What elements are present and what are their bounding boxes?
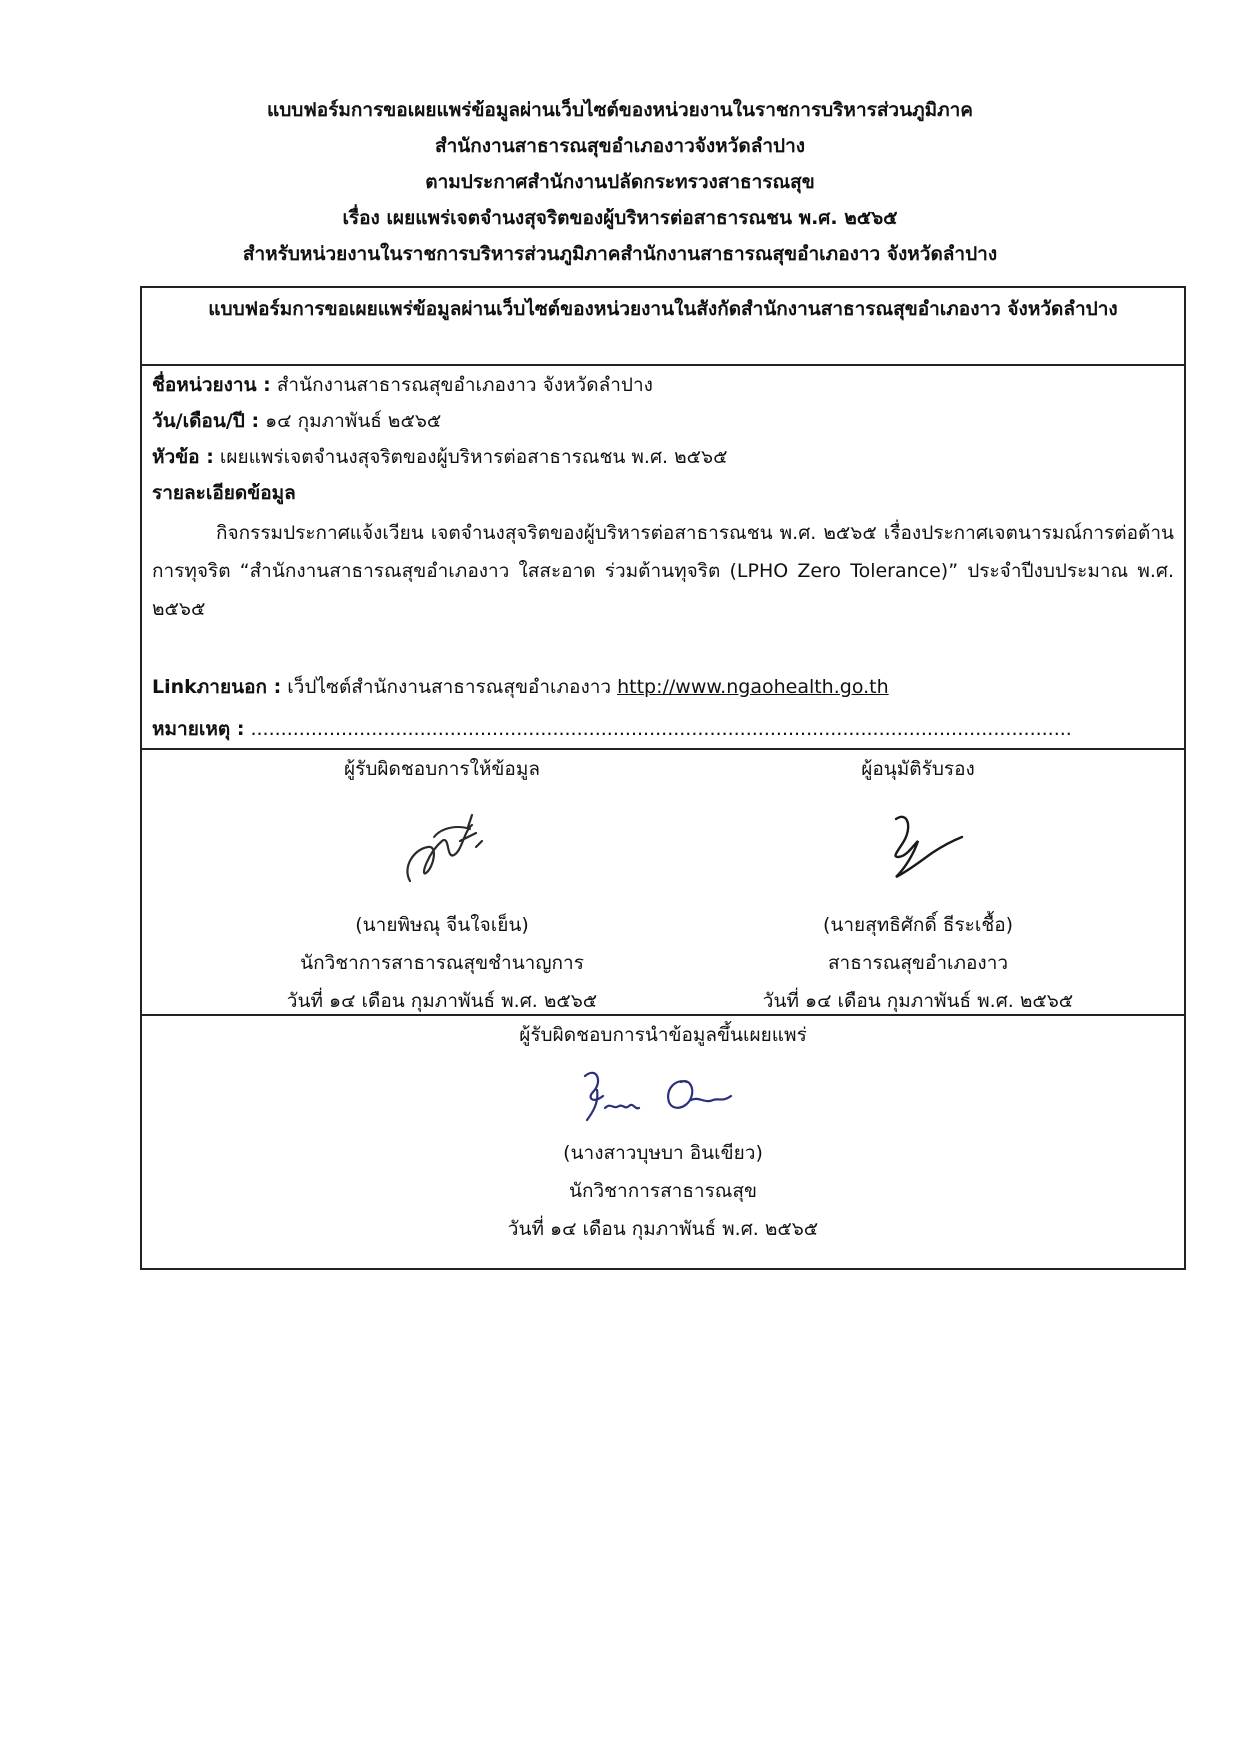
link-label: Linkภายนอก : (152, 676, 282, 698)
agency-value: สำนักงานสาธารณสุขอำเภองาว จังหวัดลำปาง (270, 374, 653, 396)
publisher-date: วันที่ ๑๔ เดือน กุมภาพันธ์ พ.ศ. ๒๕๖๕ (507, 1218, 819, 1240)
agency-label: ชื่อหน่วยงาน : (152, 374, 271, 396)
note-label: หมายเหตุ : (152, 718, 245, 740)
signature-right (708, 750, 1128, 1020)
right-date: วันที่ ๑๔ เดือน กุมภาพันธ์ พ.ศ. ๒๕๖๕ (762, 990, 1074, 1012)
form-title: แบบฟอร์มการขอเผยแพร่ข้อมูลผ่านเว็บไซต์ของหน่วยงานในสังกัดสำนักงานสาธารณสุขอำเภองาว จังหวัดลำปาง (208, 298, 1118, 320)
details-text: กิจกรรมประกาศแจ้งเวียน เจตจำนงสุจริตของผู้บริหารต่อสาธารณชน พ.ศ. ๒๕๖๕ เรื่องประกาศเจตนารมณ์การต่อต้านการทุจริต “สำนักงานสาธารณสุขอำเภองาว ใสสะอาด ร่วมต้านทุจริต (LPHO Zero Tolerance)” ประจำปีงบประมาณ พ.ศ. ๒๕๖๕ (152, 522, 1174, 620)
details-row (152, 476, 1174, 510)
note-value: ........................................................................................................................................ (244, 718, 1072, 740)
left-heading: ผู้รับผิดชอบการให้ข้อมูล (344, 758, 540, 780)
publisher-section (142, 1014, 1184, 1270)
left-date: วันที่ ๑๔ เดือน กุมภาพันธ์ พ.ศ. ๒๕๖๕ (286, 990, 598, 1012)
topic-label: หัวข้อ : (152, 446, 214, 468)
date-value: ๑๔ กุมภาพันธ์ ๒๕๖๕ (259, 410, 442, 432)
publisher-name: (นางสาวบุษบา อินเขียว) (563, 1142, 763, 1164)
publisher-heading: ผู้รับผิดชอบการนำข้อมูลขึ้นเผยแพร่ (519, 1024, 807, 1046)
right-position: สาธารณสุขอำเภองาว (827, 952, 1009, 974)
request-form (140, 286, 1186, 1270)
signature-left (232, 750, 652, 1020)
right-name: (นายสุทธิศักดิ์ ธีระเชื้อ) (822, 914, 1014, 936)
header-line-4: เรื่อง เผยแพร่เจตจำนงสุจริตของผู้บริหารต่อสาธารณชน พ.ศ. ๒๕๖๕ (342, 207, 898, 229)
signature-image-right (708, 788, 1128, 906)
publisher-position: นักวิชาการสาธารณสุข (568, 1180, 758, 1202)
topic-value: เผยแพร่เจตจำนงสุจริตของผู้บริหารต่อสาธารณชน พ.ศ. ๒๕๖๕ (213, 446, 728, 468)
form-info-section (142, 364, 1184, 748)
signature-image-publisher (142, 1054, 1184, 1134)
details-label: รายละเอียดข้อมูล (152, 482, 296, 504)
right-heading: ผู้อนุมัติรับรอง (861, 758, 975, 780)
topic-row (152, 440, 1174, 474)
link-row (152, 670, 1174, 704)
agency-row (152, 368, 1174, 402)
header-line-5: สำหรับหน่วยงานในราชการบริหารส่วนภูมิภาคสำนักงานสาธารณสุขอำเภองาว จังหวัดลำปาง (242, 243, 998, 265)
signature-image-left (232, 788, 652, 906)
link-text: เว็ปไซต์สำนักงานสาธารณสุขอำเภองาว (281, 676, 618, 698)
note-row (152, 712, 1174, 746)
signature-section (142, 748, 1184, 1014)
document-header (140, 92, 1100, 272)
header-line-3: ตามประกาศสำนักงานปลัดกระทรวงสาธารณสุข (425, 171, 815, 193)
left-name: (นายพิษณุ จีนใจเย็น) (355, 914, 529, 936)
external-link[interactable]: http://www.ngaohealth.go.th (617, 676, 889, 698)
left-position: นักวิชาการสาธารณสุขชำนาญการ (300, 952, 584, 974)
header-line-1: แบบฟอร์มการขอเผยแพร่ข้อมูลผ่านเว็บไซต์ของหน่วยงานในราชการบริหารส่วนภูมิภาค (266, 99, 974, 121)
date-label: วัน/เดือน/ปี : (152, 410, 260, 432)
header-line-2: สำนักงานสาธารณสุขอำเภองาวจังหวัดลำปาง (434, 135, 806, 157)
date-row (152, 404, 1174, 438)
